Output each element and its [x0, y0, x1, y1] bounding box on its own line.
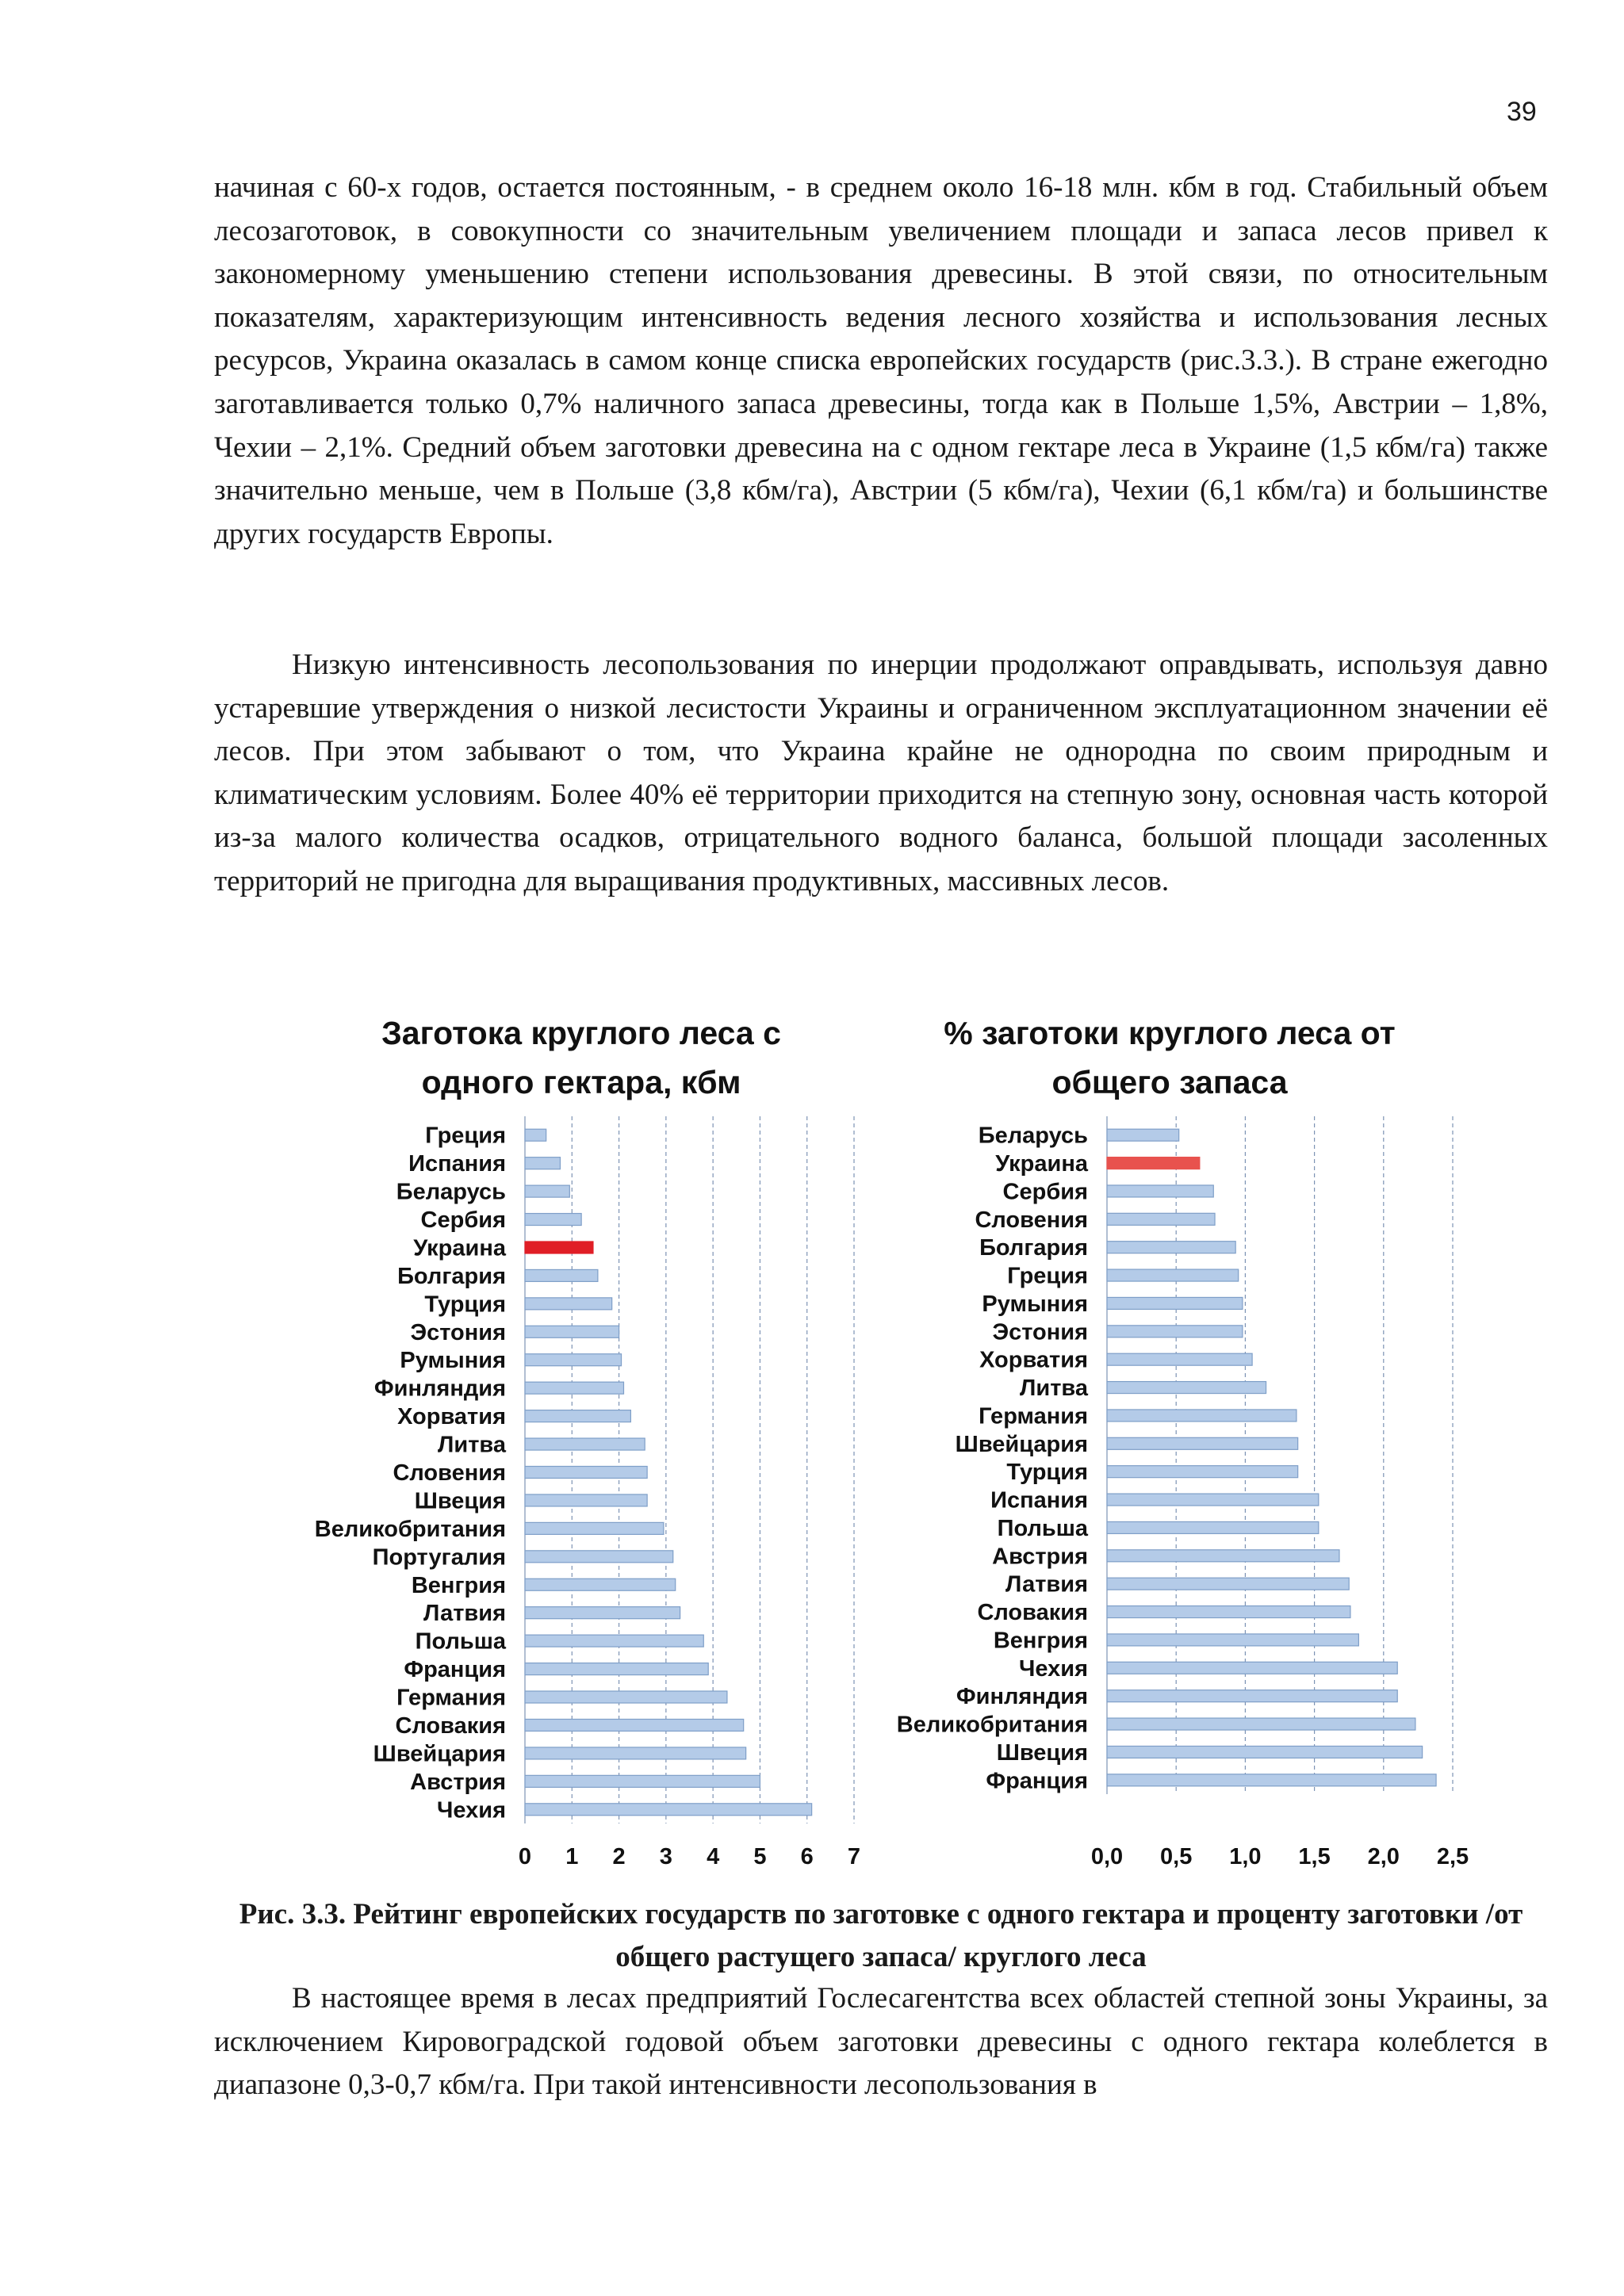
bar: [1107, 1410, 1297, 1422]
category-label: Беларусь: [978, 1123, 1088, 1149]
category-label: Сербия: [1002, 1179, 1088, 1205]
category-label: Франция: [986, 1768, 1088, 1794]
category-label: Польша: [997, 1515, 1088, 1541]
category-label: Австрия: [992, 1544, 1088, 1570]
category-label: Испания: [990, 1487, 1088, 1513]
category-label: Франция: [404, 1657, 506, 1683]
category-label: Беларусь: [396, 1179, 506, 1205]
category-label: Греция: [1007, 1263, 1088, 1289]
bar: [1107, 1746, 1423, 1758]
x-tick-label: 0,5: [1160, 1844, 1193, 1869]
bar: [1107, 1718, 1415, 1730]
page-number: 39: [1507, 97, 1537, 127]
category-label: Чехия: [437, 1797, 506, 1823]
body-paragraph-3: В настоящее время в лесах предприятий Гослесагентства всех областей степной зоны Украины, за исключением Кировоградской годовой объем заготовки древесины с одного гектара колеблется в диапазоне 0,3-0,7 кбм/га. При такой интенсивности лесопользования в: [214, 1982, 1548, 2102]
bar-highlighted: [525, 1242, 593, 1253]
x-tick-label: 3: [659, 1844, 672, 1869]
category-label: Венгрия: [993, 1628, 1088, 1654]
category-label: Польша: [415, 1628, 506, 1655]
category-label: Швейцария: [955, 1431, 1088, 1457]
bar: [525, 1214, 581, 1226]
bar: [1107, 1774, 1436, 1786]
category-label: Сербия: [420, 1207, 506, 1234]
category-label: Украина: [995, 1151, 1088, 1177]
category-label: Турция: [424, 1292, 506, 1318]
category-label: Португалия: [372, 1544, 506, 1571]
x-tick-label: 1,5: [1298, 1844, 1331, 1869]
category-label: Словакия: [395, 1712, 506, 1739]
bar: [525, 1635, 703, 1647]
bar: [525, 1775, 760, 1787]
bar: [525, 1298, 612, 1310]
x-tick-label: 4: [707, 1844, 720, 1869]
category-label: Великобритания: [314, 1516, 506, 1542]
x-tick-label: 0,0: [1090, 1844, 1124, 1869]
category-label: Швеция: [996, 1739, 1088, 1766]
x-tick-label: 6: [800, 1844, 814, 1869]
bar: [525, 1494, 647, 1506]
bar: [1107, 1550, 1339, 1562]
bar: [525, 1522, 664, 1534]
category-label: Украина: [413, 1235, 506, 1261]
category-label: Болгария: [979, 1235, 1088, 1261]
x-tick-label: 2: [612, 1844, 626, 1869]
category-label: Испания: [408, 1151, 506, 1177]
body-paragraph-2: Низкую интенсивность лесопользования по инерции продолжают оправдывать, используя давно устаревшие утверждения о низкой лесистости Украины и ограниченном эксплуатационном значении её лесов. При этом забывают о том, что Украина крайне не однородна по своим природным и климатическим условиям. Более 40% её территории приходится на степную зону, основная часть которой из-за малого количества осадков, отрицательного водного баланса, большой площади засоленных территорий не пригодна для выращивания продуктивных, массивных лесов.: [214, 649, 1548, 897]
category-label: Австрия: [410, 1769, 506, 1795]
category-label: Чехия: [1019, 1655, 1088, 1682]
bar: [1107, 1353, 1252, 1365]
bar: [525, 1804, 812, 1816]
chart-title-line: одного гектара, кбм: [421, 1064, 741, 1100]
category-label: Германия: [396, 1685, 506, 1711]
bar: [1107, 1521, 1319, 1533]
bar: [525, 1354, 622, 1366]
body-paragraph-1: начиная с 60-х годов, остается постоянным, - в среднем около 16-18 млн. кбм в год. Стабильный объем лесозаготовок, в совокупности со значительным увеличением площади и запаса лесов привел к закономерному уменьшению степени использования древесины. В этой связи, по относительным показателям, характеризующим интенсивность ведения лесного хозяйства и использования лесных ресурсов, Украина оказалась в самом конце списка европейских государств (рис.3.3.). В стране ежегодно заготавливается только 0,7% наличного запаса древесины, тогда как в Польше 1,5%, Австрии – 1,8%, Чехии – 2,1%. Средний объем заготовки древесина на с одном гектаре леса в Украине (1,5 кбм/га) также значительно меньше, чем в Польше (3,8 кбм/га), Австрии (5 кбм/га), Чехии (6,1 кбм/га) и большинстве других государств Европы.: [214, 171, 1548, 550]
category-label: Словакия: [977, 1600, 1088, 1626]
category-label: Германия: [979, 1403, 1088, 1429]
category-label: Литва: [438, 1432, 506, 1458]
x-tick-label: 0: [518, 1844, 532, 1869]
category-label: Финляндия: [956, 1684, 1088, 1710]
bar: [525, 1467, 647, 1479]
bar: [525, 1129, 546, 1141]
x-tick-label: 5: [753, 1844, 767, 1869]
category-label: Греция: [425, 1123, 506, 1149]
bar: [1107, 1606, 1350, 1618]
category-label: Румыния: [400, 1348, 506, 1374]
x-tick-label: 7: [847, 1844, 861, 1869]
bar: [525, 1158, 560, 1169]
category-label: Швейцария: [373, 1741, 506, 1767]
bar: [1107, 1297, 1243, 1309]
category-label: Швеция: [414, 1488, 506, 1514]
bar: [1107, 1634, 1358, 1646]
bar: [525, 1578, 676, 1590]
bar: [525, 1663, 708, 1675]
category-label: Словения: [975, 1207, 1088, 1233]
category-label: Болгария: [397, 1263, 506, 1289]
figure-caption: Рис. 3.3. Рейтинг европейских государств по заготовке с одного гектара и проценту заготовки /от общего растущего запаса/ круглого леса: [239, 1898, 1523, 1973]
x-tick-label: 2,0: [1367, 1844, 1400, 1869]
bar-highlighted: [1107, 1158, 1200, 1169]
bar: [1107, 1437, 1298, 1449]
bar: [525, 1551, 673, 1563]
bar: [1107, 1690, 1397, 1702]
category-label: Словения: [393, 1460, 506, 1486]
bar: [1107, 1213, 1215, 1225]
bar: [525, 1691, 727, 1703]
category-label: Хорватия: [979, 1347, 1088, 1373]
bar: [525, 1747, 746, 1759]
bar: [1107, 1185, 1213, 1197]
bar: [1107, 1382, 1266, 1394]
category-label: Литва: [1020, 1376, 1088, 1402]
category-label: Венгрия: [411, 1572, 506, 1598]
bar: [1107, 1269, 1239, 1281]
bar: [525, 1719, 744, 1731]
category-label: Турция: [1006, 1460, 1088, 1486]
category-label: Великобритания: [896, 1712, 1088, 1738]
bar: [525, 1438, 645, 1450]
bar: [525, 1410, 630, 1422]
chart-title-line: общего запаса: [1051, 1064, 1288, 1100]
bar: [1107, 1578, 1349, 1590]
category-label: Хорватия: [397, 1404, 506, 1430]
chart-title-line: % заготоки круглого леса от: [944, 1015, 1396, 1051]
bar: [1107, 1466, 1298, 1478]
bar: [1107, 1494, 1319, 1506]
bar: [1107, 1129, 1179, 1141]
category-label: Эстония: [992, 1319, 1088, 1345]
bar: [525, 1326, 619, 1337]
harvest-per-hectare-chart: [285, 995, 872, 1883]
category-label: Эстония: [410, 1319, 506, 1345]
category-label: Латвия: [1005, 1571, 1088, 1598]
category-label: Латвия: [423, 1601, 506, 1627]
bar: [525, 1382, 624, 1394]
x-tick-label: 2,5: [1436, 1844, 1469, 1869]
x-tick-label: 1,0: [1229, 1844, 1262, 1869]
bar: [525, 1269, 598, 1281]
bar: [1107, 1326, 1243, 1337]
harvest-percent-stock-chart: [864, 995, 1483, 1883]
chart-title-line: Заготока круглого леса с: [381, 1015, 781, 1051]
bar: [1107, 1242, 1235, 1253]
x-tick-label: 1: [565, 1844, 579, 1869]
category-label: Финляндия: [373, 1376, 506, 1402]
bar: [525, 1185, 569, 1197]
bar: [1107, 1662, 1397, 1674]
category-label: Румыния: [982, 1291, 1088, 1317]
bar: [525, 1607, 680, 1619]
